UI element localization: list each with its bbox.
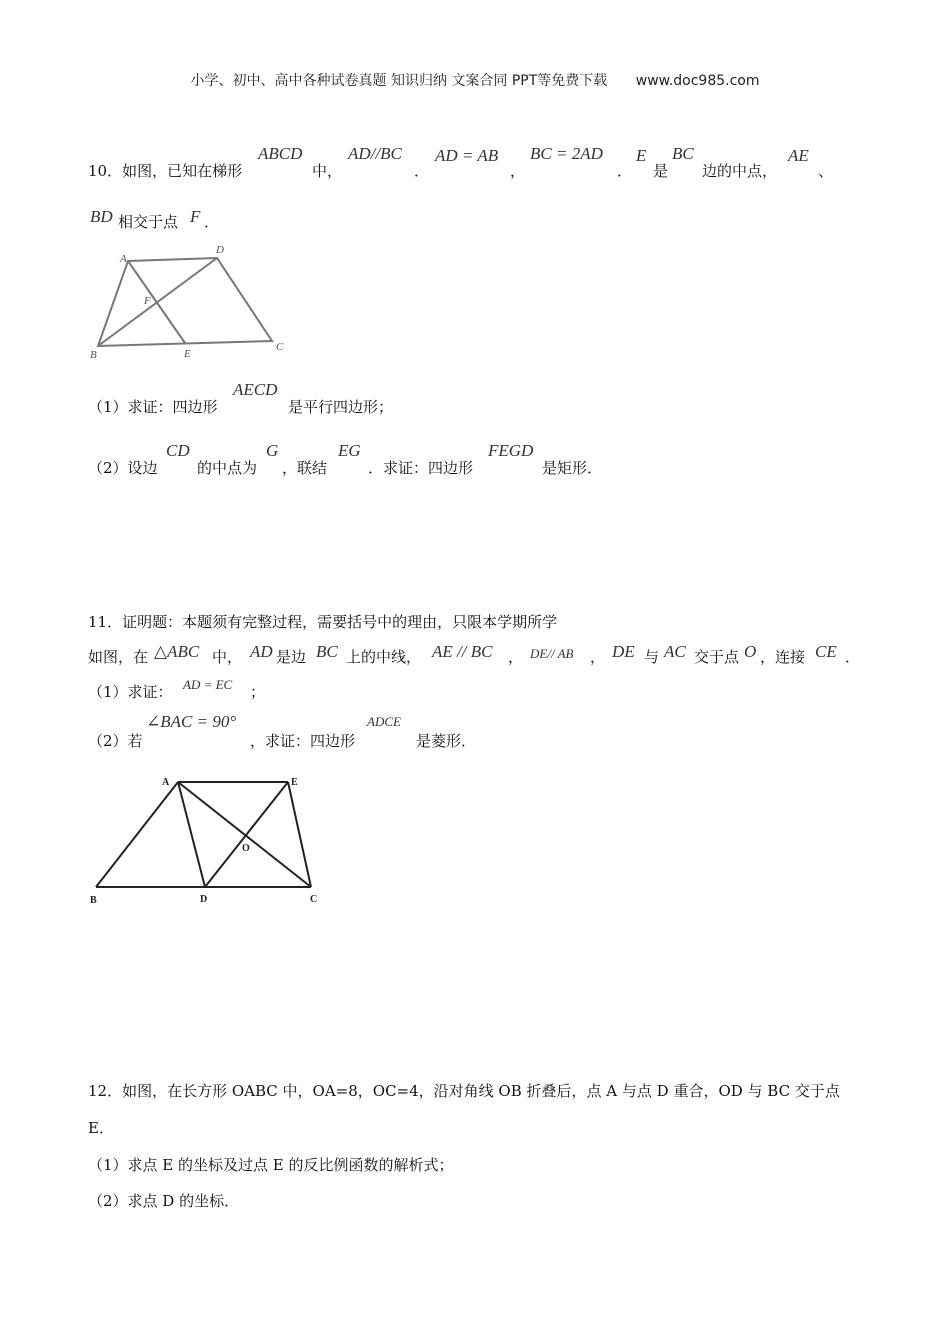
q12-part1: （1）求点 E 的坐标及过点 E 的反比例函数的解析式； xyxy=(88,1156,454,1174)
q11-label-c: C xyxy=(310,894,318,905)
q11-figure xyxy=(86,774,331,909)
q11-line-ab xyxy=(96,782,178,887)
page-header xyxy=(0,70,950,90)
q10-shi: 是 xyxy=(653,162,669,180)
q11-o: O xyxy=(744,642,757,661)
q11-l2h: 交于点 xyxy=(694,648,740,666)
q11-l2j: ． xyxy=(845,648,861,666)
q10-bc: BC xyxy=(672,144,694,163)
q10-bd: BD xyxy=(90,207,113,226)
q11-tri: △ABC xyxy=(154,642,200,661)
q10-cd: CD xyxy=(166,441,190,460)
q10-label-a: A xyxy=(120,253,127,265)
q12-part2: （2）求点 D 的坐标． xyxy=(88,1192,240,1210)
q11-ce: CE xyxy=(815,642,837,661)
q10-g: G xyxy=(266,441,279,460)
q10-adab: AD = AB xyxy=(435,146,499,165)
q10-dun: 、 xyxy=(818,162,834,180)
q10-abcd: ABCD xyxy=(258,144,303,163)
q12-line1: 12．如图，在长方形 OABC 中，OA=8，OC=4，沿对角线 OB 折叠后，点 A 与点 D 重合，OD 与 BC 交于点 xyxy=(88,1082,840,1100)
q10-trapezoid-figure xyxy=(86,240,296,365)
q10-part2-b: 的中点为 xyxy=(197,459,258,477)
q11-l2b: 中， xyxy=(212,648,243,666)
q10-bc2ad: BC = 2AD xyxy=(530,144,603,163)
q11-angle: ∠BAC = 90° xyxy=(146,712,237,731)
q11-aebc: AE // BC xyxy=(432,642,493,661)
q10-comma: ， xyxy=(510,162,526,180)
q11-l2a: 如图，在 xyxy=(88,648,149,666)
q10-aecd: AECD xyxy=(233,380,278,399)
q10-eg: EG xyxy=(338,441,361,460)
q10-fegd: FEGD xyxy=(488,441,534,460)
q10-dot1: ． xyxy=(414,162,430,180)
q11-deab: DE// AB xyxy=(530,646,574,661)
q11-line-ad xyxy=(178,782,205,887)
q11-de: DE xyxy=(612,642,635,661)
q10-f: F xyxy=(190,207,201,226)
q10-trapezoid-outline xyxy=(98,258,272,346)
q10-zhong: 中， xyxy=(312,162,343,180)
q11-bc: BC xyxy=(316,642,338,661)
q10-end: ． xyxy=(204,213,220,231)
q11-ad: AD xyxy=(250,642,273,661)
q11-label-b: B xyxy=(90,895,97,906)
q11-label-e: E xyxy=(291,777,298,788)
q10-part1-post: 是平行四边形； xyxy=(288,398,394,416)
q10-adbc: AD//BC xyxy=(348,144,402,163)
q10-label-c: C xyxy=(276,341,284,353)
q11-label-a: A xyxy=(162,777,170,788)
q11-ac: AC xyxy=(664,642,686,661)
q10-part2-d: ．求证：四边形 xyxy=(368,459,474,477)
q10-xj: 相交于点 xyxy=(118,213,179,231)
q11-l2c: 是边 xyxy=(276,648,307,666)
q11-label-o: O xyxy=(242,843,250,854)
q10-e: E xyxy=(636,146,647,165)
q11-p2-pre: （2）若 xyxy=(88,732,143,750)
q11-l2d: 上的中线， xyxy=(346,648,422,666)
q10-part2-a: （2）设边 xyxy=(88,459,158,477)
q10-label-b: B xyxy=(90,349,97,361)
q11-line-de xyxy=(205,782,288,887)
q11-p2-post: 是菱形． xyxy=(416,732,477,750)
q10-label-e: E xyxy=(184,348,191,360)
q11-p1-post: ； xyxy=(250,683,266,701)
q11-l2e: ， xyxy=(508,648,524,666)
q10-number: 10．如图，已知在梯形 xyxy=(88,162,243,180)
q10-line-ae xyxy=(128,261,185,343)
q11-p1-pre: （1）求证： xyxy=(88,683,173,701)
q10-ae: AE xyxy=(788,146,809,165)
q10-label-f: F xyxy=(144,295,151,307)
q10-label-d: D xyxy=(216,244,224,256)
q11-label-d: D xyxy=(200,894,208,905)
q10-mid: 边的中点， xyxy=(702,162,778,180)
header-url[interactable]: www.doc985.com xyxy=(635,73,760,89)
q11-adec: AD = EC xyxy=(183,677,233,692)
q12-line2: E． xyxy=(88,1119,114,1137)
q10-part1-pre: （1）求证：四边形 xyxy=(88,398,218,416)
q10-part2-c: ，联结 xyxy=(282,459,328,477)
q11-p2-mid: ，求证：四边形 xyxy=(250,732,356,750)
q11-l2i: ，连接 xyxy=(760,648,806,666)
q11-adce: ADCE xyxy=(367,714,401,729)
q11-l2f: ， xyxy=(590,648,606,666)
q11-l2g: 与 xyxy=(644,648,660,666)
q11-title: 11．证明题：本题须有完整过程，需要括号中的理由，只限本学期所学 xyxy=(88,613,558,631)
q10-part2-e: 是矩形． xyxy=(542,459,603,477)
header-text: 小学、初中、高中各种试卷真题 知识归纳 文案合同 PPT等免费下载 xyxy=(190,73,608,89)
q10-dot2: ． xyxy=(617,162,633,180)
